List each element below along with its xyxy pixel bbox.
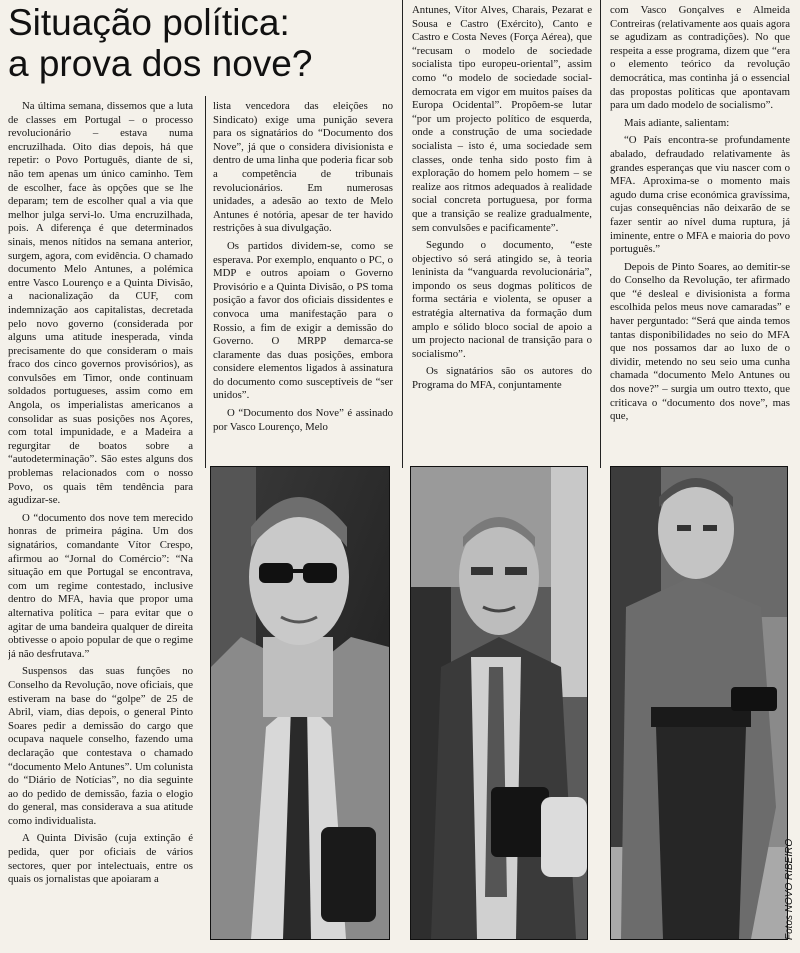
paragraph: O “Documento dos Nove” é assinado por Vasco Lourenço, Melo	[213, 407, 393, 433]
paragraph: Antunes, Vítor Alves, Charais, Pezarat e Sousa e Castro (Exército), Canto e Castro e Costa Neves (Força Aérea), que “recusam o modelo de sociedade socialista tipo europeu-oriental”, assim como “o modelo de sociedade social-democrata em vigor em muitos países da Europa Ocidental”. Propõem-se lutar “por um projecto político de esquerda, onde a construção de uma sociedade socialista – isto é, uma sociedade sem classes, onde tenha sido posto fim à exploração do homem pelo homem – se realize aos ritmos adequados à realidade social concreta portuguesa, por forma que a transição se realize gradualmente, sem convulsões e pacificamente”.	[412, 4, 592, 234]
paragraph: A Quinta Divisão (cuja extinção é pedida, quer por oficiais de vários sectores, quer por intelectuais, entre os quais os jornalistas que apoiaram a	[8, 832, 193, 886]
article-column-4	[610, 4, 790, 460]
paragraph: lista vencedora das eleições no Sindicato) exige uma punição severa para os signatários do “Documento dos Nove”, já que o considera divisionista e dentro de uma linha que poderia ficar sob a competência de tribunais revolucionários. Em numerosas unidades, a adesão ao texto de Melo Antunes é notória, apesar de ter havido restrições à sua divulgação.	[213, 100, 393, 235]
paragraph: Segundo o documento, “este objectivo só será atingido se, à teoria leninista da “vanguarda revolucionária”, impondo os seus dogmas políticos de forma sectária e violenta, se opuser a estratégia alternativa da formação dum amplo e sólido bloco social de apoio a um projecto nacional de transição para o socialismo”.	[412, 239, 592, 360]
paragraph: Os partidos dividem-se, como se esperava. Por exemplo, enquanto o PC, o MDP e outros apoiam o Governo Provisório e a Quinta Divisão, o PS toma posição a favor dos oficiais dissidentes e convoca uma manifestação para o Rossio, a fim de exigir a demissão do Governo. O MRPP demarca-se claramente das duas posições, embora considere elementos ligados à assinatura do documento como susceptíveis de “ser unidos”.	[213, 239, 393, 402]
photo-portrait-2	[410, 466, 588, 940]
article-column-1	[8, 100, 193, 940]
column-rule	[205, 96, 206, 468]
paragraph: Suspensos das suas funções no Conselho da Revolução, nove oficiais, que estiveram na base do “golpe” de 25 de Abril, viam, dias depois, o general Pinto Soares pedir a demissão do cargo que ocupava naquele conselho, fazendo uma declaração que contestava o chamado “documento Melo Antunes”. Um colunista do “Diário de Notícias”, no dia seguinte ao do pedido de demissão, fazia o elogio do general, mas considerava a sua atitude como individualista.	[8, 665, 193, 827]
photo-credit: Fotos NOVO RIBEIRO	[784, 838, 795, 940]
portrait-photo-icon	[211, 467, 389, 939]
photo-portrait-3	[610, 466, 788, 940]
paragraph: Depois de Pinto Soares, ao demitir-se do Conselho da Revolução, ter afirmado que “é desleal e divisionista a forma escolhida pelos meus nove camaradas” e haver perguntado: “Será que ainda temos tantas disponibilidades no seio do MFA que nos possamos dar ao luxo de o dividir, metendo no seu seio uma cunha chamada “documento Melo Antunes ou dos nove?” – surgia um outro ttexto, que criticava o “documento dos nove”, mas que,	[610, 260, 790, 423]
paragraph: Os signatários são os autores do Programa do MFA, conjuntamente	[412, 365, 592, 392]
paragraph: “O País encontra-se profundamente abalado, defraudado relativamente às grandes esperanças que viu nascer com o MFA. Aproxima-se o momento mais agudo duma crise económica gravíssima, cujas consequências não deixarão de se fazer sentir ao nível duma ruptura, já iminente, entre o MFA e maioria do povo português.”	[610, 134, 790, 256]
article-column-3	[412, 4, 592, 460]
paragraph: com Vasco Gonçalves e Almeida Contreiras (relativamente aos quais agora se agudizam as contradições). No que respeita a esse programa, dizem que “era o elemento teórico da revolução democrática, mas continha já o essencial das propostas políticas que apontavam para um dado modelo de socialismo”.	[610, 4, 790, 112]
headline	[8, 2, 388, 84]
portrait-photo-icon	[611, 467, 787, 939]
column-rule	[600, 0, 601, 468]
headline-line-1: Situação política:	[8, 2, 290, 43]
paragraph: O “documento dos nove tem merecido honras de primeira página. Um dos signatários, comandante Vítor Crespo, afirmou ao “Jornal do Comércio”: “Na situação em que Portugal se encontrava, com um regime contestado, inclusive dentro do MFA, havia que propor uma alternativa política – para evitar que o agitar de uma bandeira qualquer de direita obtivesse o apoio popular de que o regime já não desfrutava.”	[8, 511, 193, 660]
article-column-2	[213, 100, 393, 460]
paragraph: Mais adiante, salientam:	[624, 116, 730, 129]
headline-line-2: a prova dos nove?	[8, 43, 313, 84]
portrait-photo-icon	[411, 467, 587, 939]
photo-portrait-1	[210, 466, 390, 940]
column-rule	[402, 0, 403, 468]
paragraph: Na última semana, dissemos que a luta de classes em Portugal – o processo revolucionário – estava numa encruzilhada. Oito dias depois, há que repetir: o Povo Português, diante de si, não tem apenas um único caminho. Tem de escolher, face às opções que se lhe deparam; tem de escolher qual a via que melhor julga servi-lo. Uma encruzilhada, pois. A diferença é que determinados sinais, menos nítidos na semana anterior, surgem, agora, com evidência. O chamado documento Melo Antunes, a polémica entre Vasco Lourenço e a Quinta Divisão, a nacionalização da CUF, com indemnização aos capitalistas, decretada pelo novo governo (considerada por alguns uma atitude inesperada, vinda precisamente do que consideram o mais fraco dos cinco governos provisórios), as convulsões em Timor, onde continuam soldados portugueses, assim como em Angola, os imperialistas americanos a consolidar as suas posições nos Açores, com total impunidade, e a Madeira a regurgitar de boatos sobre a “autodeterminação”. São estes alguns dos problemas relacionados com o nosso Povo, os quais têm tendência para agudizar-se.	[8, 100, 193, 507]
